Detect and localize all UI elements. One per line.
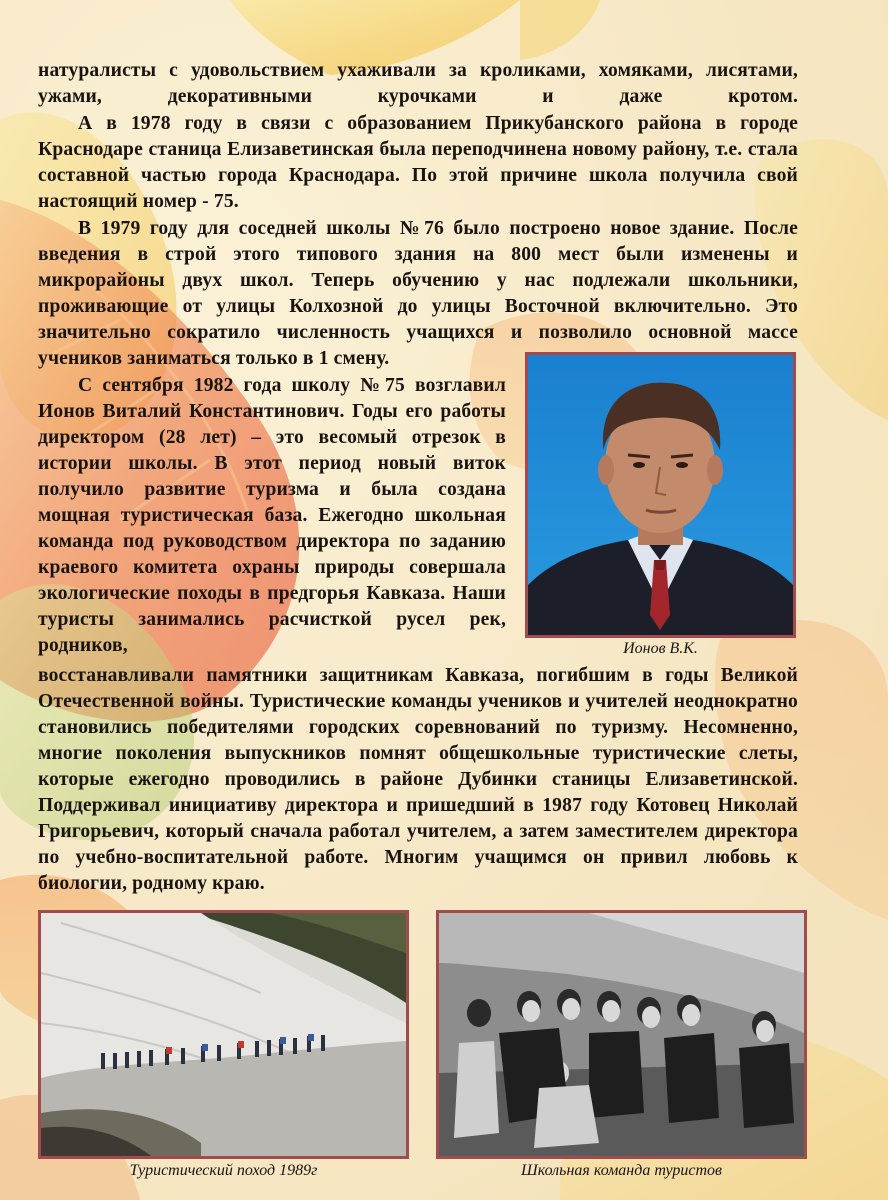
paragraph-1979: В 1979 году для соседней школы №76 было построено новое здание. После введения в строй этого типового здания на 800 мест были изменены и микрорайоны двух школ. Теперь обучению у нас подлежали школьники, проживающие от улицы Колхозной до улицы Восточной включительно. Это значительно сократило численность учащихся и позволило основной массе учеников заниматься только в 1 смену.: [38, 218, 798, 369]
team-illustration: [439, 913, 804, 1156]
paragraph-1978: А в 1978 году в связи с образованием Прикубанского района в городе Краснодаре станица Елизаветинская была переподчинена новому району, т.е. стала составной частью города Краснодара. По этой причине школа получила свой настоящий номер - 75.: [38, 113, 798, 212]
hike-photo: [38, 910, 409, 1159]
portrait-caption: Ионов В.К.: [623, 640, 698, 657]
paragraph-naturalists: натуралисты с удовольствием ухаживали за кроликами, хомяками, лисятами, ужами, декоративными курочками и даже кротом.: [38, 60, 798, 107]
portrait-illustration: [528, 355, 793, 635]
team-photo: [436, 910, 807, 1159]
team-caption: Школьная команда туристов: [521, 1162, 722, 1179]
portrait-photo: [525, 352, 796, 638]
hike-caption: Туристический поход 1989г: [129, 1162, 318, 1179]
paragraph-1982-narrow: С сентября 1982 года школу №75 возглавил Ионов Виталий Константинович. Годы его работы директором (28 лет) – это весомый отрезок в истории школы. В этот период новый виток получило развитие туризма и была создана мощная туристическая база. Ежегодно школьная команда под руководством директора по заданию краевого комитета охраны природы совершала экологические походы в предгорья Кавказа. Наши туристы занимались расчисткой русел рек, родников,: [38, 375, 506, 656]
hike-illustration: [41, 913, 406, 1156]
paragraph-1982-continued: восстанавливали памятники защитникам Кавказа, погибшим в годы Великой Отечественной войны. Туристические команды учеников и учителей неоднократно становились победителями городских соревнований по туризму. Несомненно, многие поколения выпускников помнят общешкольные туристические слеты, которые ежегодно проводились в районе Дубинки станицы Елизаветинской. Поддерживал инициативу директора и пришедший в 1987 году Котовец Николай Григорьевич, который сначала работал учителем, а затем заместителем директора по учебно-воспитательной работе. Многим учащимся он привил любовь к биологии, родному краю.: [38, 665, 798, 894]
